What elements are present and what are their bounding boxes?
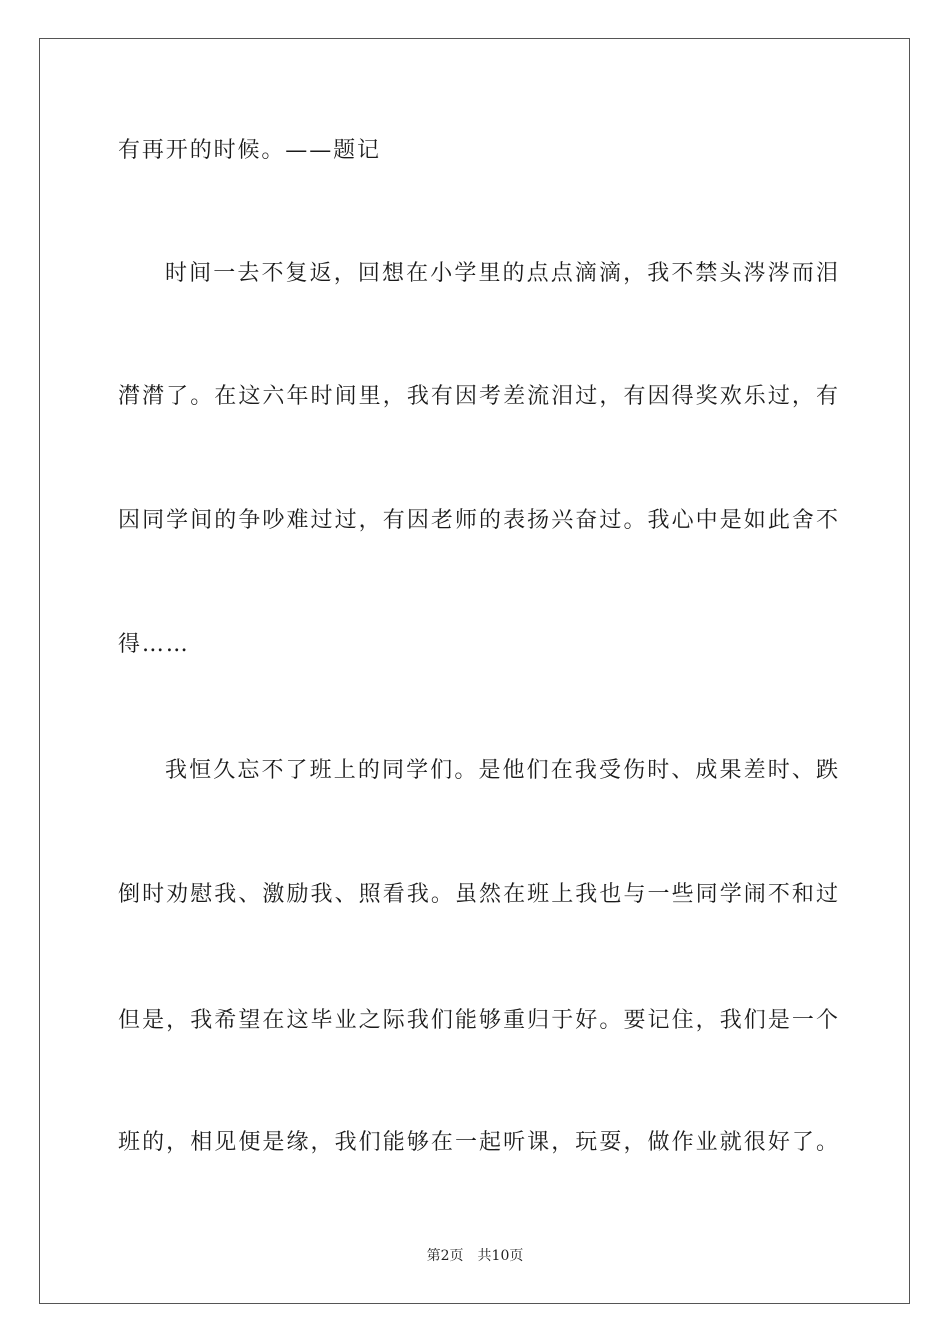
- text-line-2: 时间一去不复返，回想在小学里的点点滴滴，我不禁头涔涔而泪: [165, 261, 838, 286]
- text-line-4: 因同学间的争吵难过过，有因老师的表扬兴奋过。我心中是如此舍不: [118, 508, 838, 533]
- text-line-9: 班的，相见便是缘，我们能够在一起听课，玩耍，做作业就很好了。: [118, 1130, 838, 1155]
- text-line-6: 我恒久忘不了班上的同学们。是他们在我受伤时、成果差时、跌: [165, 758, 838, 783]
- text-line-3: 潸潸了。在这六年时间里，我有因考差流泪过，有因得奖欢乐过，有: [118, 384, 838, 409]
- page-border: [39, 38, 910, 1304]
- text-line-1: 有再开的时候。——题记: [118, 138, 381, 163]
- text-line-7: 倒时劝慰我、激励我、照看我。虽然在班上我也与一些同学闹不和过: [118, 882, 838, 907]
- page-footer: [0, 1246, 950, 1266]
- page-number: 第2页: [426, 1248, 464, 1264]
- page-total: 共10页: [477, 1248, 524, 1264]
- text-line-5: 得……: [118, 632, 190, 657]
- text-line-8: 但是，我希望在这毕业之际我们能够重归于好。要记住，我们是一个: [118, 1008, 838, 1033]
